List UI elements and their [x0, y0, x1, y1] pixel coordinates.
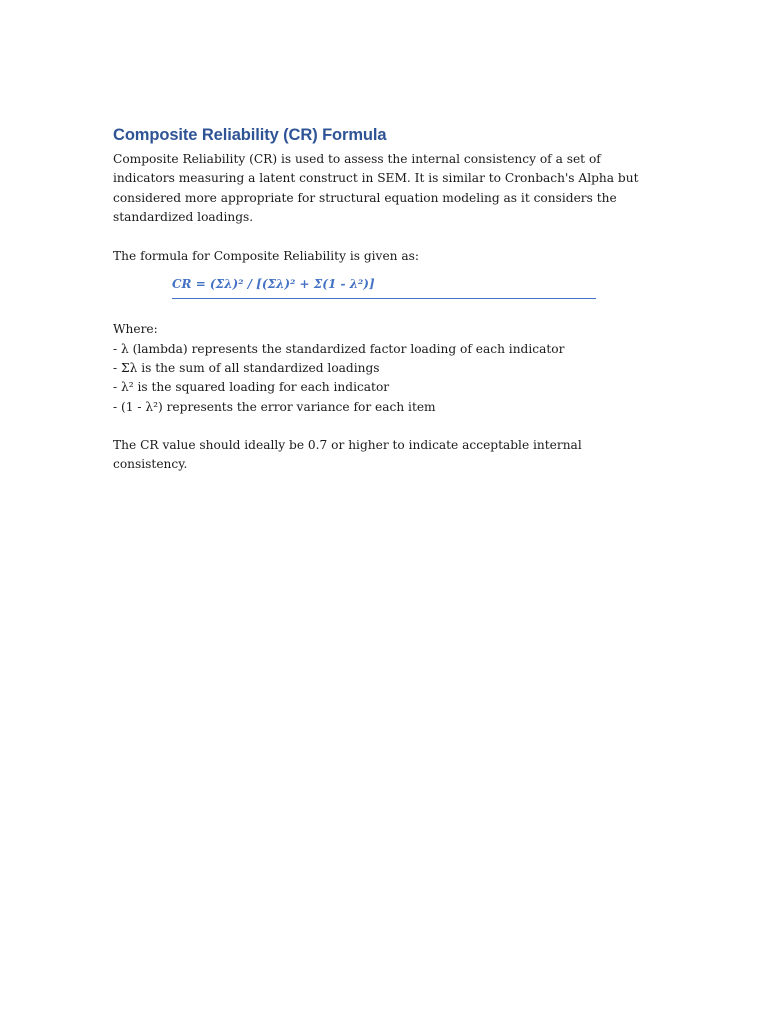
formula-intro-paragraph: The formula for Composite Reliability is given as: [113, 249, 420, 264]
where-item: - (1 - λ²) represents the error variance for each item [113, 399, 436, 414]
where-item: - Σλ is the sum of all standardized loadings [113, 361, 380, 376]
where-item: - λ² is the squared loading for each indicator [113, 380, 390, 395]
document-content [113, 122, 653, 475]
formula-block [172, 275, 596, 299]
where-label: Where: [113, 322, 158, 337]
intro-paragraph: Composite Reliability (CR) is used to assess the internal consistency of a set of indicators measuring a latent construct in SEM. It is similar to Cronbach's Alpha but considered more appropriate for structural equation modeling as it considers the standardized loadings. [113, 152, 639, 224]
where-list [113, 340, 653, 417]
where-item: - λ (lambda) represents the standardized factor loading of each indicator [113, 341, 565, 356]
conclusion-paragraph: The CR value should ideally be 0.7 or higher to indicate acceptable internal consistency. [113, 437, 582, 472]
document-title: Composite Reliability (CR) Formula [113, 126, 387, 144]
cr-formula: CR = (Σλ)² / [(Σλ)² + Σ(1 - λ²)] [172, 277, 375, 292]
